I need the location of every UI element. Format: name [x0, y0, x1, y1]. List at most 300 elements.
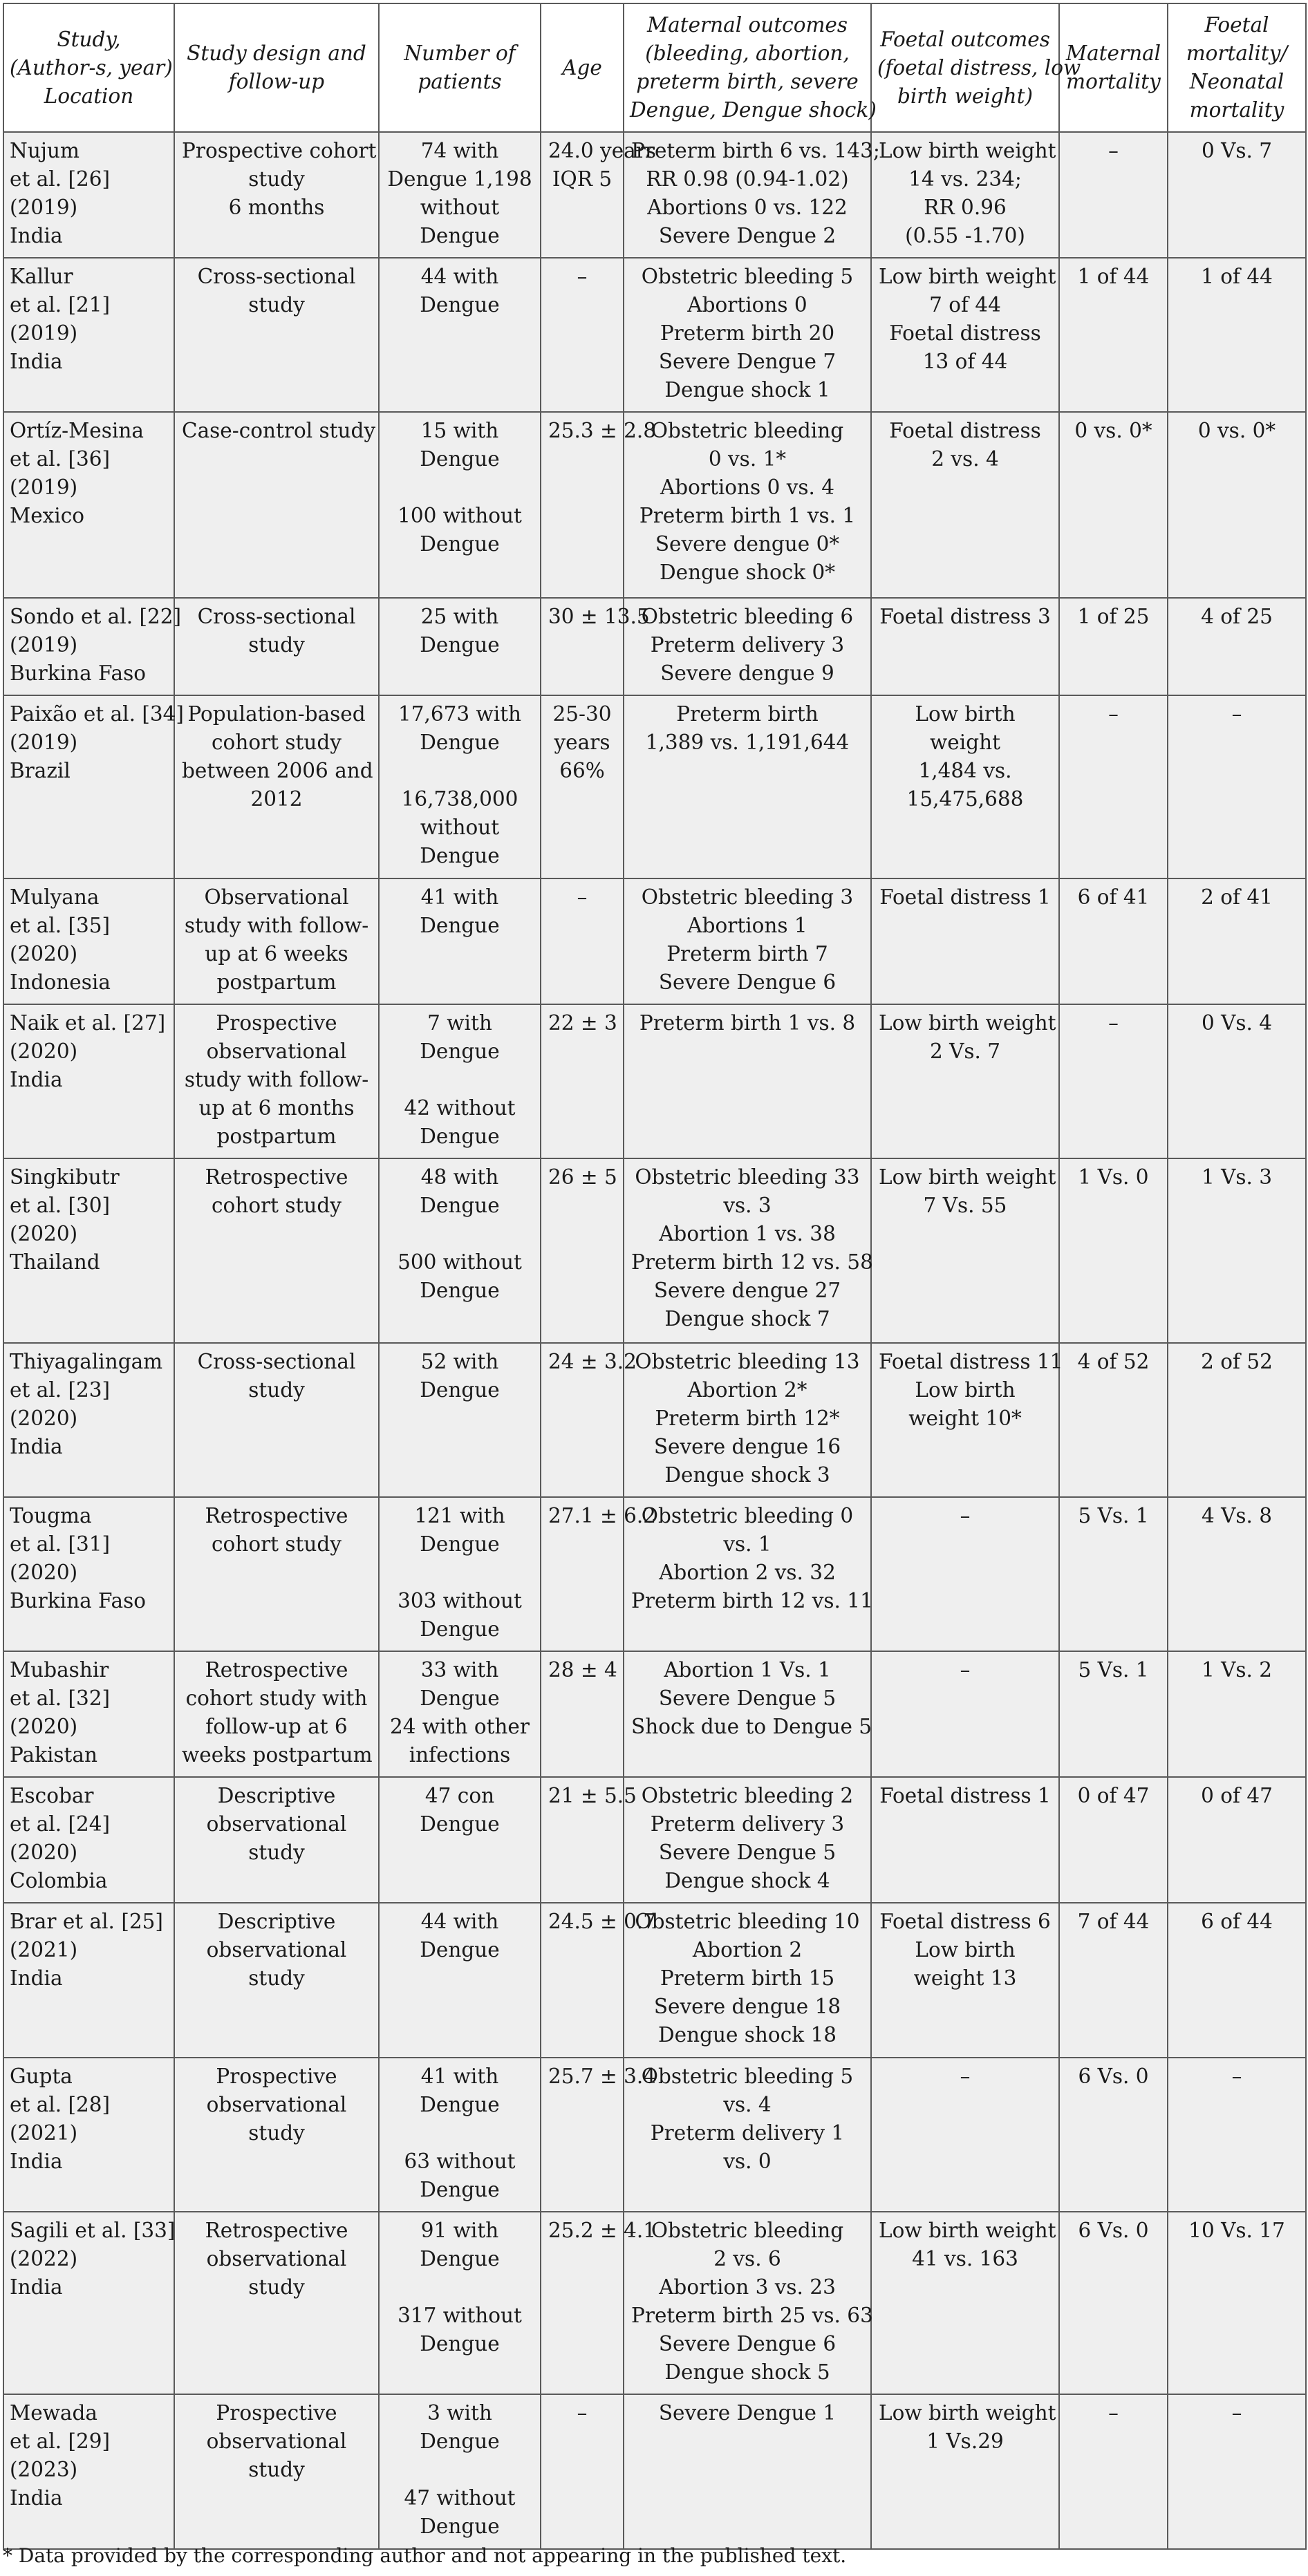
cell-foetal-mortality	[1168, 412, 1306, 598]
cell-line: study	[248, 2458, 305, 2481]
cell-line: IQR 5	[552, 167, 613, 191]
table-header-row	[3, 3, 1306, 132]
cell-line: et al. [26]	[10, 167, 111, 191]
cell-line: study	[248, 167, 305, 191]
cell-study	[3, 1651, 174, 1777]
cell-line: 4 of 52	[1077, 1350, 1150, 1373]
cell-line: Abortions 0	[687, 293, 807, 317]
cell-design	[174, 2058, 379, 2212]
cell-maternal-outcomes	[624, 132, 880, 258]
cell-line: 1 Vs. 3	[1201, 1165, 1273, 1189]
cell-maternal-mortality	[1059, 132, 1168, 258]
cell-line: Descriptive	[217, 1784, 336, 1807]
cell-line: 41 with	[420, 885, 499, 909]
cell-foetal-outcomes	[871, 2394, 1059, 2549]
cell-line: 1 of 25	[1077, 605, 1150, 628]
cell-maternal-outcomes	[624, 1777, 871, 1903]
cell-foetal-outcomes	[871, 598, 1059, 695]
cell-line: Cross-sectional	[197, 265, 356, 288]
cell-line: 7 Vs. 55	[923, 1194, 1007, 1217]
cell-foetal-mortality	[1168, 2394, 1306, 2549]
cell-line: Gupta	[10, 2065, 73, 2088]
cell-line: Maternal outcomes	[646, 13, 848, 37]
cell-line: follow-up at 6	[205, 1715, 348, 1738]
cell-foetal-mortality	[1168, 258, 1306, 412]
cell-line: Foetal distress 11	[879, 1350, 1063, 1373]
cell-line: Preterm birth 20	[660, 321, 835, 345]
cell-line: Number of	[404, 41, 516, 65]
cell-line: Preterm birth 12*	[655, 1407, 840, 1430]
cell-design	[174, 1777, 379, 1903]
cell-line: (2021)	[10, 2121, 78, 2145]
cell-line: Dengue	[420, 1532, 500, 1556]
cell-line: 0 vs. 0*	[1197, 419, 1276, 442]
cell-line: Neonatal	[1189, 70, 1284, 93]
cell-design	[174, 412, 379, 598]
cell-patients	[379, 695, 541, 878]
cell-line: 1 Vs. 2	[1201, 1658, 1273, 1682]
cell-line: Low birth weight	[879, 139, 1056, 162]
cell-foetal-mortality	[1168, 695, 1306, 878]
cell-line: –	[960, 2065, 971, 2088]
cell-line: Low birth	[915, 702, 1016, 726]
cell-line: Study design and	[187, 41, 366, 65]
cell-line: Dengue	[420, 844, 500, 867]
cell-age	[541, 412, 657, 598]
cell-line: 6 of 41	[1077, 885, 1150, 909]
cell-line: study	[248, 1378, 305, 1402]
cell-line: Dengue	[420, 2514, 500, 2538]
cell-line: Dengue	[420, 293, 500, 317]
cell-age	[541, 598, 650, 695]
cell-line: et al. [36]	[10, 447, 111, 471]
cell-line: Pakistan	[10, 1743, 98, 1767]
cell-line: –	[1231, 702, 1242, 726]
cell-patients	[379, 2212, 541, 2394]
cell-design	[174, 1903, 379, 2058]
table-row	[3, 1158, 1306, 1343]
cell-line: –	[960, 1504, 971, 1527]
cell-line: Foetal distress	[889, 419, 1041, 442]
cell-line: 2 vs. 6	[713, 2247, 781, 2271]
cell-line: Shock due to Dengue 5	[631, 1715, 872, 1738]
cell-line: study with follow-	[184, 914, 369, 937]
cell-line: et al. [23]	[10, 1378, 111, 1402]
cell-patients	[379, 1497, 541, 1651]
cell-line: 1 Vs.29	[926, 2429, 1004, 2453]
cell-line: follow-up	[228, 70, 325, 93]
cell-line: up at 6 weeks	[205, 942, 348, 966]
cell-line: Severe Dengue 6	[658, 970, 837, 994]
cell-line: cohort study	[212, 1532, 342, 1556]
cell-line: Tougma	[10, 1504, 92, 1527]
cell-line: Severe Dengue 6	[658, 2332, 837, 2356]
cell-age	[541, 1903, 657, 2058]
cell-line: Brazil	[10, 759, 71, 782]
cell-line: 24.0 years	[548, 139, 657, 162]
cell-maternal-mortality	[1059, 1651, 1168, 1777]
cell-line: without	[420, 196, 500, 219]
cell-foetal-outcomes	[871, 878, 1059, 1004]
cell-line: Dengue	[420, 2178, 500, 2201]
cell-line: mortality	[1189, 98, 1284, 122]
cell-maternal-mortality	[1059, 598, 1168, 695]
cell-spacer	[386, 1066, 533, 1094]
cell-line: Foetal distress 1	[879, 885, 1051, 909]
table-row	[3, 1777, 1306, 1903]
cell-line: observational	[206, 2429, 347, 2453]
cell-line: Obstetric bleeding 5	[641, 265, 854, 288]
cell-line: Dengue	[420, 2332, 500, 2356]
cell-line: India	[10, 224, 63, 247]
cell-maternal-outcomes	[624, 878, 871, 1004]
cell-line: (2020)	[10, 1715, 78, 1738]
cell-line: 15 with	[420, 419, 499, 442]
cell-maternal-outcomes	[624, 412, 871, 598]
column-header-age	[541, 3, 624, 132]
cell-line: 500 without	[398, 1250, 522, 1274]
cell-foetal-outcomes	[871, 2212, 1059, 2394]
table-row	[3, 2058, 1306, 2212]
cell-line: 2 Vs. 7	[929, 1040, 1001, 1063]
cell-line: 6 of 44	[1201, 1910, 1273, 1933]
cell-line: 0 vs. 1*	[708, 447, 787, 471]
cell-line: Severe dengue 18	[653, 1995, 841, 2018]
cell-spacer	[386, 757, 533, 785]
cell-foetal-outcomes	[871, 132, 1059, 258]
cell-maternal-mortality	[1059, 878, 1168, 1004]
cell-patients	[379, 258, 541, 412]
table-row	[3, 1903, 1306, 2058]
cell-line: infections	[409, 1743, 511, 1767]
cell-line: Dengue	[420, 1938, 500, 1962]
cell-line: et al. [35]	[10, 914, 111, 937]
cell-line: postpartum	[216, 970, 337, 994]
cell-line: Low birth weight	[879, 2401, 1056, 2425]
cell-line: 47 con	[424, 1784, 495, 1807]
cell-line: Dengue	[420, 2429, 500, 2453]
cell-line: mortality	[1066, 70, 1161, 93]
cell-foetal-outcomes	[871, 1343, 1063, 1497]
cell-line: Prospective	[216, 2401, 337, 2425]
cell-line: 25-30	[552, 702, 612, 726]
cell-line: 21 ± 5.5	[548, 1784, 637, 1807]
cell-line: Study,	[57, 27, 121, 51]
cell-line: 25 with	[420, 605, 499, 628]
cell-design	[174, 878, 379, 1004]
cell-line: Mubashir	[10, 1658, 109, 1682]
cell-line: 44 with	[420, 265, 499, 288]
cell-line: RR 0.96	[924, 196, 1007, 219]
cell-study	[3, 132, 174, 258]
cell-line: Preterm birth 1 vs. 8	[639, 1011, 856, 1035]
table-body	[3, 132, 1306, 2549]
cell-line: Obstetric bleeding 0	[641, 1504, 854, 1527]
cell-line: Obstetric bleeding 13	[635, 1350, 860, 1373]
cell-line: postpartum	[216, 1125, 337, 1148]
cell-line: India	[10, 1068, 63, 1091]
cell-line: 30 ± 13.5	[548, 605, 650, 628]
cell-line: Paixão et al. [34]	[10, 702, 184, 726]
cell-line: Colombia	[10, 1869, 108, 1892]
cell-line: 1 of 44	[1201, 265, 1273, 288]
cell-line: et al. [30]	[10, 1194, 111, 1217]
cell-line: Preterm delivery 3	[650, 633, 845, 657]
cell-line: –	[1231, 2401, 1242, 2425]
cell-patients	[379, 2394, 541, 2549]
cell-line: India	[10, 1435, 63, 1458]
cell-line: (2019)	[10, 321, 78, 345]
studies-table	[3, 3, 1307, 2550]
cell-line: Abortion 1 Vs. 1	[664, 1658, 831, 1682]
cell-line: Population-based	[187, 702, 366, 726]
cell-line: Severe dengue 9	[660, 661, 834, 685]
cell-line: Dengue	[420, 2247, 500, 2271]
cell-study	[3, 1903, 174, 2058]
cell-line: patients	[418, 70, 502, 93]
cell-line: 66%	[559, 759, 605, 782]
cell-line: (2019)	[10, 633, 78, 657]
cell-line: weight 10*	[908, 1407, 1022, 1430]
cell-line: Age	[562, 55, 602, 79]
cell-line: observational	[206, 1812, 347, 1836]
cell-line: (2020)	[10, 1407, 78, 1430]
cell-maternal-mortality	[1059, 1343, 1168, 1497]
cell-line: weight 13	[913, 1966, 1017, 1990]
cell-line: –	[577, 265, 588, 288]
cell-line: India	[10, 1966, 63, 1990]
cell-line: 2 of 41	[1201, 885, 1273, 909]
cell-line: study	[248, 2121, 305, 2145]
cell-patients	[379, 132, 541, 258]
cell-line: 91 with	[420, 2219, 499, 2242]
cell-line: Severe Dengue 1	[658, 2401, 837, 2425]
cell-patients	[379, 1777, 541, 1903]
cell-line: Location	[44, 84, 134, 108]
cell-line: Naik et al. [27]	[10, 1011, 166, 1035]
cell-maternal-mortality	[1059, 1777, 1168, 1903]
cell-foetal-outcomes	[871, 1651, 1059, 1777]
cell-line: 2 vs. 4	[931, 447, 999, 471]
cell-foetal-outcomes	[871, 1903, 1059, 2058]
cell-line: Dengue	[420, 224, 500, 247]
table-row	[3, 598, 1306, 695]
cell-maternal-outcomes	[624, 695, 871, 878]
cell-line: –	[1108, 702, 1119, 726]
cell-line: Abortion 3 vs. 23	[659, 2275, 836, 2299]
cell-spacer	[386, 1559, 533, 1587]
cell-line: 303 without	[398, 1589, 522, 1613]
cell-age	[541, 258, 624, 412]
cell-maternal-outcomes	[624, 2212, 871, 2394]
cell-design	[174, 1651, 379, 1777]
cell-maternal-outcomes	[624, 1158, 871, 1343]
cell-line: Dengue shock 3	[664, 1463, 830, 1487]
cell-line: et al. [32]	[10, 1686, 111, 1710]
cell-line: Descriptive	[217, 1910, 336, 1933]
cell-line: Prospective cohort	[182, 139, 377, 162]
cell-line: Brar et al. [25]	[10, 1910, 163, 1933]
cell-age	[541, 1777, 637, 1903]
cell-line: –	[577, 885, 588, 909]
cell-line: Dengue shock 5	[664, 2360, 830, 2384]
cell-line: Low birth weight	[879, 1165, 1056, 1189]
cell-line: Low birth	[915, 1378, 1016, 1402]
cell-age	[541, 695, 624, 878]
cell-line: Obstetric bleeding 2	[641, 1784, 854, 1807]
cell-foetal-outcomes	[871, 1004, 1059, 1158]
cell-line: 1,484 vs.	[918, 759, 1012, 782]
cell-line: 100 without	[398, 504, 522, 527]
cell-spacer	[386, 2456, 533, 2484]
cell-line: 25.3 ± 2.8	[548, 419, 657, 442]
column-header-patients	[379, 3, 541, 132]
cell-line: Dengue	[420, 633, 500, 657]
cell-design	[174, 1158, 379, 1343]
cell-line: 7 with	[427, 1011, 492, 1035]
cell-foetal-mortality	[1168, 1777, 1306, 1903]
table-row	[3, 1343, 1306, 1497]
cell-line: 26 ± 5	[548, 1165, 617, 1189]
cell-line: study	[248, 1966, 305, 1990]
cell-line: without	[420, 816, 500, 839]
cell-line: observational	[206, 2247, 347, 2271]
column-header-maternal-outcomes	[624, 3, 877, 132]
cell-age	[541, 1497, 657, 1651]
cell-line: Foetal distress 1	[879, 1784, 1051, 1807]
cell-line: Dengue	[420, 1812, 500, 1836]
cell-line: 6 Vs. 0	[1078, 2065, 1149, 2088]
cell-line: 0 vs. 0*	[1074, 419, 1152, 442]
cell-maternal-mortality	[1059, 1497, 1168, 1651]
cell-line: Obstetric bleeding 5	[641, 2065, 854, 2088]
cell-maternal-mortality	[1059, 2212, 1168, 2394]
cell-line: Ortíz-Mesina	[10, 419, 144, 442]
cell-line: Preterm birth 12 vs. 58	[631, 1250, 873, 1274]
cell-line: 25.2 ± 4.1	[548, 2219, 657, 2242]
cell-foetal-mortality	[1168, 878, 1306, 1004]
cell-study	[3, 1343, 174, 1497]
table-row	[3, 412, 1306, 598]
table-row	[3, 2394, 1306, 2549]
cell-line: Dengue	[420, 914, 500, 937]
table-row	[3, 1004, 1306, 1158]
cell-age	[541, 2394, 624, 2549]
cell-line: Retrospective	[205, 1165, 348, 1189]
cell-age	[541, 878, 624, 1004]
cell-foetal-outcomes	[871, 1777, 1059, 1903]
cell-line: 16,738,000	[401, 787, 518, 811]
cell-design	[174, 2394, 379, 2549]
cell-line: et al. [29]	[10, 2429, 111, 2453]
cell-line: Abortions 0 vs. 4	[660, 476, 835, 499]
cell-foetal-mortality	[1168, 1343, 1306, 1497]
cell-line: 7 of 44	[1077, 1910, 1150, 1933]
cell-maternal-outcomes	[624, 1903, 871, 2058]
cell-line: Preterm delivery 3	[650, 1812, 845, 1836]
cell-line: (2022)	[10, 2247, 78, 2271]
cell-line: Dengue 1,198	[387, 167, 532, 191]
cell-line: Sagili et al. [33]	[10, 2219, 176, 2242]
cell-line: (2019)	[10, 731, 78, 754]
cell-design	[174, 695, 379, 878]
cell-maternal-mortality	[1059, 1903, 1168, 2058]
cell-maternal-outcomes	[624, 2058, 871, 2212]
cell-line: –	[1108, 2401, 1119, 2425]
cell-line: years	[554, 731, 610, 754]
cell-line: observational	[206, 1040, 347, 1063]
cell-line: Dengue, Dengue shock)	[630, 98, 877, 122]
cell-line: 5 Vs. 1	[1078, 1658, 1149, 1682]
cell-line: 6 months	[228, 196, 325, 219]
cell-age	[541, 1343, 637, 1497]
cell-line: study	[248, 1841, 305, 1864]
cell-line: weight	[930, 731, 1000, 754]
cell-line: Retrospective	[205, 1504, 348, 1527]
column-header-study	[3, 3, 174, 132]
cell-line: Preterm delivery 1	[650, 2121, 845, 2145]
cell-line: cohort study	[212, 731, 342, 754]
column-header-foetal-outcomes	[871, 3, 1081, 132]
cell-line: Singkibutr	[10, 1165, 120, 1189]
cell-line: 317 without	[398, 2304, 522, 2327]
cell-study	[3, 695, 184, 878]
cell-design	[174, 1343, 379, 1497]
cell-line: (2020)	[10, 1040, 78, 1063]
cell-study	[3, 598, 182, 695]
cell-line: Low birth weight	[879, 1011, 1056, 1035]
cell-patients	[379, 1651, 541, 1777]
table-row	[3, 1651, 1306, 1777]
cell-line: Dengue	[420, 2093, 500, 2116]
cell-line: observational	[206, 1938, 347, 1962]
cell-line: Prospective	[216, 2065, 337, 2088]
cell-line: 28 ± 4	[548, 1658, 617, 1682]
cell-patients	[379, 1343, 541, 1497]
cell-line: Preterm birth 25 vs. 63	[631, 2304, 873, 2327]
cell-line: et al. [28]	[10, 2093, 111, 2116]
table-row	[3, 132, 1306, 258]
cell-maternal-outcomes	[624, 2394, 871, 2549]
cell-line: vs. 1	[723, 1532, 772, 1556]
cell-design	[174, 1497, 379, 1651]
cell-line: Foetal outcomes	[880, 27, 1050, 51]
cell-line: Low birth weight	[879, 265, 1056, 288]
cell-line: 6 Vs. 0	[1078, 2219, 1149, 2242]
cell-line: 52 with	[420, 1350, 499, 1373]
cell-line: Preterm birth 1 vs. 1	[639, 504, 856, 527]
cell-line: Obstetric bleeding 33	[635, 1165, 860, 1189]
cell-age	[541, 1158, 624, 1343]
cell-line: 15,475,688	[906, 787, 1024, 811]
cell-age	[541, 1004, 624, 1158]
cell-line: Abortion 2	[692, 1938, 803, 1962]
cell-line: Prospective	[216, 1011, 337, 1035]
cell-maternal-outcomes	[624, 598, 871, 695]
cell-line: 14 vs. 234;	[908, 167, 1022, 191]
cell-line: Dengue	[420, 1040, 500, 1063]
cell-line: Thailand	[10, 1250, 100, 1274]
cell-maternal-mortality	[1059, 2058, 1168, 2212]
cell-age	[541, 2058, 657, 2212]
cell-line: 4 of 25	[1201, 605, 1273, 628]
cell-line: (foetal distress, low	[877, 55, 1081, 79]
cell-study	[3, 258, 174, 412]
cell-maternal-mortality	[1059, 258, 1168, 412]
cell-maternal-mortality	[1059, 1004, 1168, 1158]
cell-line: Dengue	[420, 1378, 500, 1402]
cell-patients	[379, 1004, 541, 1158]
